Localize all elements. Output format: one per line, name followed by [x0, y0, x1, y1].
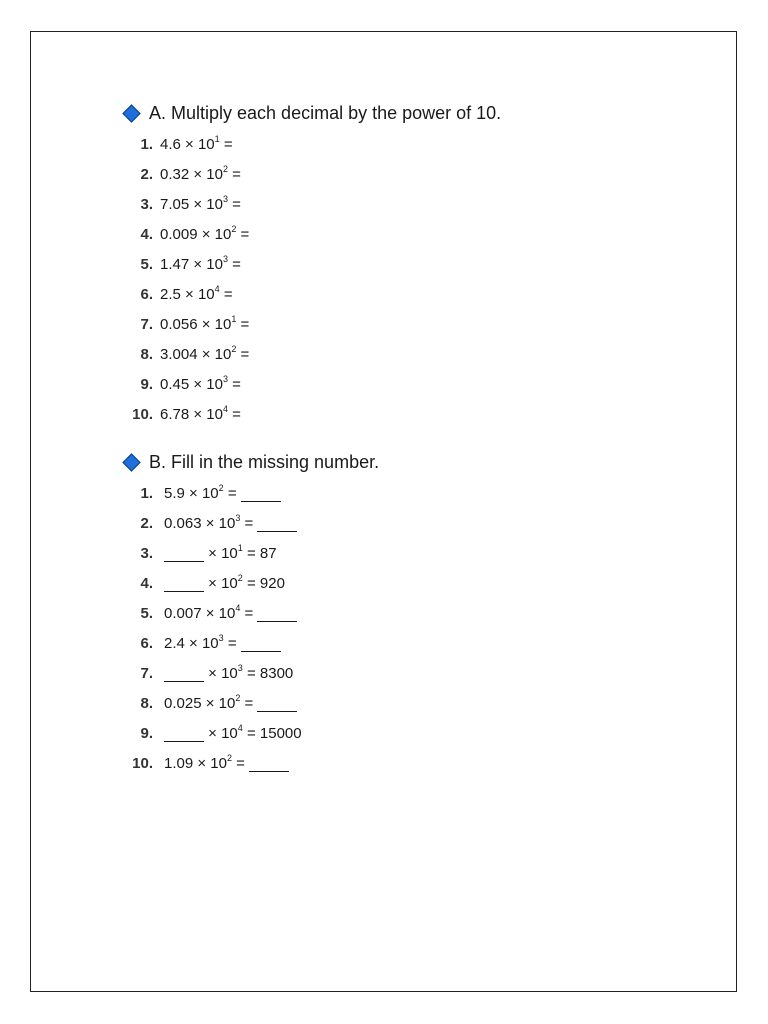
diamond-bullet-icon — [122, 453, 140, 471]
problem-number: 1. — [140, 135, 153, 153]
answer-blank[interactable] — [241, 500, 281, 502]
exponent: 2 — [237, 572, 243, 583]
expression-equals: = — [219, 285, 233, 303]
expression-equals: = — [219, 135, 233, 153]
problem-expression — [164, 482, 281, 502]
problem-number: 6. — [140, 285, 153, 303]
exponent: 1 — [231, 313, 237, 324]
problem-item — [121, 568, 379, 598]
exponent: 3 — [237, 662, 243, 673]
problem-expression — [164, 662, 294, 682]
problem-number: 4. — [140, 225, 153, 243]
problem-item — [121, 159, 501, 189]
problem-number: 6. — [140, 634, 153, 652]
answer-blank[interactable] — [164, 740, 204, 742]
problem-number: 5. — [140, 604, 153, 622]
expression-equals: = — [236, 225, 250, 243]
answer-blank[interactable] — [257, 620, 297, 622]
problem-item — [121, 219, 501, 249]
problem-expression — [160, 163, 241, 183]
expression-base: 2.5 × 10 — [160, 285, 215, 303]
expression-equals: = — [228, 195, 241, 213]
expression-equals: = — [228, 165, 241, 183]
expression-result: = 87 — [242, 544, 277, 562]
exponent: 2 — [222, 163, 228, 174]
problem-item — [121, 189, 501, 219]
exponent: 2 — [235, 692, 241, 703]
exponent: 3 — [222, 193, 228, 204]
expression-equals: = — [228, 375, 241, 393]
problem-item — [121, 249, 501, 279]
expression-equals: = — [232, 754, 250, 772]
section-b-title: B. Fill in the missing number. — [149, 451, 380, 472]
problem-expression — [164, 542, 277, 562]
exponent: 3 — [222, 253, 228, 264]
problem-expression — [160, 343, 250, 363]
expression-base: 3.004 × 10 — [160, 345, 232, 363]
problem-expression — [160, 373, 241, 393]
expression-base: 0.063 × 10 — [164, 514, 236, 532]
expression-equals: = — [236, 315, 250, 333]
expression-base: × 10 — [204, 544, 238, 562]
exponent: 4 — [214, 283, 220, 294]
exponent: 3 — [222, 373, 228, 384]
problem-number: 1. — [140, 484, 153, 502]
answer-blank[interactable] — [164, 590, 204, 592]
section-b-heading — [123, 449, 379, 475]
expression-equals: = — [236, 345, 250, 363]
problem-number: 7. — [140, 315, 153, 333]
expression-base: 2.4 × 10 — [164, 634, 219, 652]
section-b-problem-list — [121, 478, 379, 778]
problem-number: 4. — [140, 574, 153, 592]
exponent: 3 — [235, 512, 241, 523]
expression-base: 6.78 × 10 — [160, 405, 223, 423]
problem-number: 2. — [140, 165, 153, 183]
problem-expression — [164, 632, 281, 652]
problem-number: 8. — [140, 345, 153, 363]
expression-base: 0.025 × 10 — [164, 694, 236, 712]
problem-expression — [160, 193, 241, 213]
problem-expression — [160, 283, 233, 303]
problem-item — [121, 508, 379, 538]
problem-item — [121, 538, 379, 568]
expression-base: 5.9 × 10 — [164, 484, 219, 502]
expression-equals: = — [240, 604, 258, 622]
problem-expression — [164, 602, 297, 622]
answer-blank[interactable] — [257, 710, 297, 712]
problem-item — [121, 279, 501, 309]
problem-item — [121, 688, 379, 718]
problem-item — [121, 628, 379, 658]
problem-expression — [164, 722, 302, 742]
worksheet-page — [30, 31, 737, 992]
expression-equals: = — [223, 484, 241, 502]
exponent: 3 — [218, 632, 224, 643]
problem-expression — [160, 253, 241, 273]
problem-number: 8. — [140, 694, 153, 712]
problem-number: 5. — [140, 255, 153, 273]
problem-item — [121, 598, 379, 628]
problem-number: 2. — [140, 514, 153, 532]
expression-base: 1.09 × 10 — [164, 754, 227, 772]
expression-equals: = — [228, 255, 241, 273]
expression-base: 0.009 × 10 — [160, 225, 232, 243]
problem-expression — [160, 133, 233, 153]
problem-item — [121, 399, 501, 429]
answer-blank[interactable] — [164, 680, 204, 682]
problem-number: 3. — [140, 195, 153, 213]
answer-blank[interactable] — [257, 530, 297, 532]
expression-equals: = — [228, 405, 241, 423]
problem-item — [121, 369, 501, 399]
diamond-bullet-icon — [122, 104, 140, 122]
problem-item — [121, 658, 379, 688]
problem-expression — [164, 572, 285, 592]
problem-item — [121, 478, 379, 508]
exponent: 4 — [235, 602, 241, 613]
problem-item — [121, 748, 379, 778]
exponent: 4 — [237, 722, 243, 733]
exponent: 2 — [218, 482, 224, 493]
problem-expression — [164, 752, 289, 772]
problem-item — [121, 309, 501, 339]
answer-blank[interactable] — [164, 560, 204, 562]
problem-number: 9. — [140, 375, 153, 393]
expression-base: 0.32 × 10 — [160, 165, 223, 183]
problem-expression — [164, 692, 297, 712]
expression-result: = 8300 — [242, 664, 294, 682]
problem-number: 9. — [140, 724, 153, 742]
problem-item — [121, 339, 501, 369]
expression-base: 7.05 × 10 — [160, 195, 223, 213]
expression-base: 4.6 × 10 — [160, 135, 215, 153]
problem-item — [121, 129, 501, 159]
exponent: 1 — [214, 133, 220, 144]
expression-equals: = — [223, 634, 241, 652]
problem-expression — [160, 313, 250, 333]
problem-number: 3. — [140, 544, 153, 562]
problem-number: 10. — [132, 754, 153, 772]
expression-base: 1.47 × 10 — [160, 255, 223, 273]
problem-number: 7. — [140, 664, 153, 682]
section-a — [121, 100, 501, 429]
exponent: 1 — [237, 542, 243, 553]
answer-blank[interactable] — [241, 650, 281, 652]
problem-item — [121, 718, 379, 748]
section-a-heading — [123, 100, 501, 126]
answer-blank[interactable] — [249, 770, 289, 772]
expression-result: = 15000 — [242, 724, 302, 742]
exponent: 2 — [231, 223, 237, 234]
section-a-problem-list — [121, 129, 501, 429]
exponent: 2 — [226, 752, 232, 763]
section-b — [121, 449, 379, 778]
expression-result: = 920 — [242, 574, 285, 592]
expression-base: 0.007 × 10 — [164, 604, 236, 622]
problem-number: 10. — [132, 405, 153, 423]
expression-base: × 10 — [204, 664, 238, 682]
expression-base: × 10 — [204, 574, 238, 592]
problem-expression — [164, 512, 297, 532]
expression-equals: = — [240, 694, 258, 712]
expression-equals: = — [240, 514, 258, 532]
section-a-title: A. Multiply each decimal by the power of 10. — [149, 102, 502, 123]
problem-expression — [160, 223, 250, 243]
expression-base: 0.056 × 10 — [160, 315, 232, 333]
expression-base: × 10 — [204, 724, 238, 742]
exponent: 2 — [231, 343, 237, 354]
expression-base: 0.45 × 10 — [160, 375, 223, 393]
problem-expression — [160, 403, 241, 423]
exponent: 4 — [222, 403, 228, 414]
